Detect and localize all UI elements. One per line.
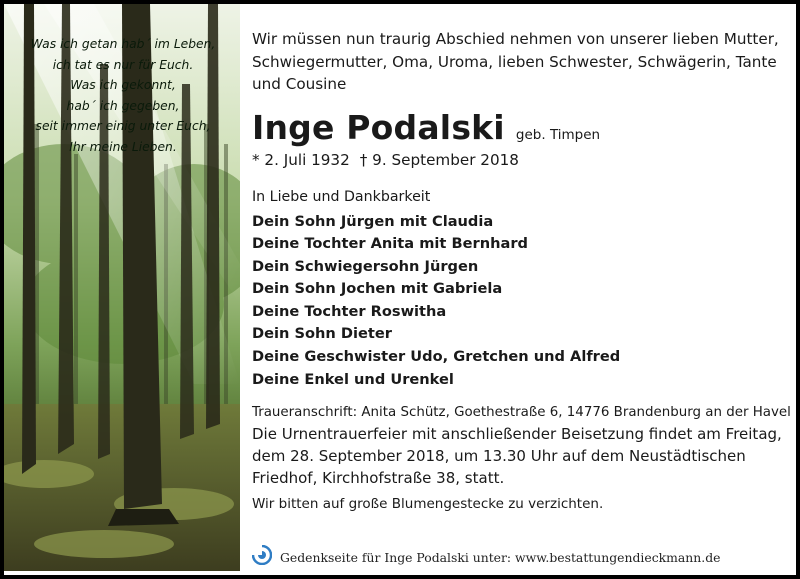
- forest-image: [4, 4, 240, 571]
- family-member: Deine Geschwister Udo, Gretchen und Alfred: [252, 348, 621, 366]
- memorial-footer: [252, 545, 720, 569]
- birth-date: * 2. Juli 1932: [252, 150, 350, 169]
- flower-note: Wir bitten auf große Blumengestecke zu verzichten.: [252, 496, 604, 513]
- ceremony-text: Die Urnentrauerfeier mit anschließender Beisetzung findet am Freitag, dem 28. September 2018, um 13.30 Uhr auf dem Neustädtischen Friedhof, Kirchhofstraße 38, statt.: [252, 425, 782, 488]
- family-list: [252, 211, 792, 392]
- memorial-link[interactable]: Gedenkseite für Inge Podalski unter: www.bestattungendieckmann.de: [280, 549, 721, 565]
- family-member: Deine Enkel und Urenkel: [252, 370, 454, 388]
- poem-line: ich tat es nur für Euch.: [52, 57, 194, 72]
- deceased-name: Inge Podalski: [252, 107, 505, 147]
- poem: [12, 34, 234, 158]
- poem-line: Was ich getan hab´ im Leben,: [30, 37, 216, 51]
- name-line: [252, 108, 792, 147]
- family-member: Dein Sohn Dieter: [252, 325, 392, 343]
- poem-line: seit immer einig unter Euch,: [35, 119, 211, 134]
- memorial-logo-icon: [252, 545, 272, 569]
- poem-line: Ihr meine Lieben.: [69, 139, 177, 154]
- mourning-address: Traueranschrift: Anita Schütz, Goethestraße 6, 14776 Brandenburg an der Havel: [252, 405, 791, 421]
- family-member: Dein Sohn Jochen mit Gabriela: [252, 280, 503, 298]
- family-member: Dein Schwiegersohn Jürgen: [252, 257, 479, 275]
- family-member: Deine Tochter Anita mit Bernhard: [252, 235, 528, 253]
- family-member: Dein Sohn Jürgen mit Claudia: [252, 212, 494, 230]
- family-member: Deine Tochter Roswitha: [252, 302, 447, 320]
- intro-text: Wir müssen nun traurig Abschied nehmen von unserer lieben Mutter, Schwiegermutter, Oma, Uroma, lieben Schwester, Schwägerin, Tante und Cousine: [252, 30, 779, 93]
- notice-content: [252, 28, 792, 512]
- love-line: In Liebe und Dankbarkeit: [252, 188, 431, 205]
- death-date: † 9. September 2018: [359, 150, 519, 169]
- birth-name: geb. Timpen: [515, 126, 601, 143]
- poem-line: hab´ ich gegeben,: [66, 98, 180, 113]
- life-dates: [252, 151, 792, 169]
- poem-line: Was ich gekonnt,: [70, 78, 176, 93]
